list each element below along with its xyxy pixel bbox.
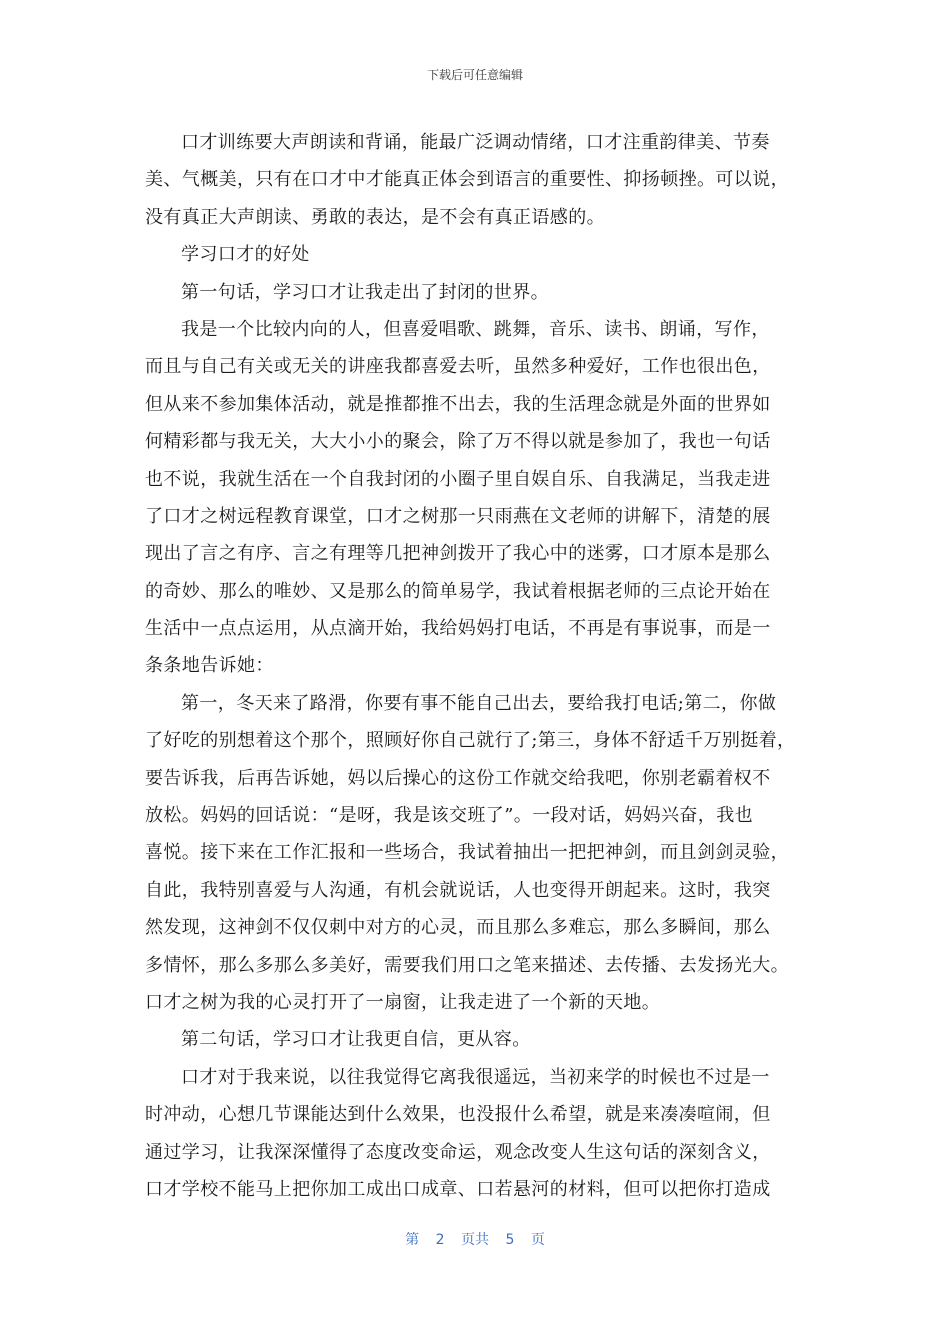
text-line: 生活中一点点运用，从点滴开始，我给妈妈打电话，不再是有事说事，而是一 xyxy=(145,618,771,640)
text-line: 了好吃的别想着这个那个，照顾好你自己就行了;第三，身体不舒适千万别挺着， xyxy=(145,730,796,752)
text-line: 第一句话，学习口才让我走出了封闭的世界。 xyxy=(181,281,549,303)
text-line: 自此，我特别喜爱与人沟通，有机会就说话，人也变得开朗起来。这时，我突 xyxy=(145,879,771,901)
text-line: 但从来不参加集体活动，就是推都推不出去，我的生活理念就是外面的世界如 xyxy=(145,393,771,415)
text-line: 现出了言之有序、言之有理等几把神剑拨开了我心中的迷雾，口才原本是那么 xyxy=(145,543,771,565)
text-line: 要告诉我，后再告诉她，妈以后操心的这份工作就交给我吧，你别老霸着权不 xyxy=(145,767,771,789)
footer-suffix: 页 xyxy=(530,1232,545,1248)
text-line: 第二句话，学习口才让我更自信，更从容。 xyxy=(181,1029,531,1051)
text-line: 通过学习，让我深深懂得了态度改变命运，观念改变人生这句话的深刻含义， xyxy=(145,1141,771,1163)
text-line: 的奇妙、那么的唯妙、又是那么的简单易学，我试着根据老师的三点论开始在 xyxy=(145,580,771,602)
text-line: 口才对于我来说，以往我觉得它离我很遥远，当初来学的时候也不过是一 xyxy=(181,1066,770,1088)
text-line: 口才学校不能马上把你加工成出口成章、口若悬河的材料，但可以把你打造成 xyxy=(145,1178,771,1200)
text-line: 何精彩都与我无关，大大小小的聚会，除了万不得以就是参加了，我也一句话 xyxy=(145,431,771,453)
text-line: 喜悦。接下来在工作汇报和一些场合，我试着抽出一把把神剑，而且剑剑灵验， xyxy=(145,842,789,864)
text-line: 口才之树为我的心灵打开了一扇窗，让我走进了一个新的天地。 xyxy=(145,991,661,1013)
text-line: 我是一个比较内向的人，但喜爱唱歌、跳舞，音乐、读书、朗诵，写作， xyxy=(181,318,770,340)
text-line: 口才训练要大声朗读和背诵，能最广泛调动情绪，口才注重韵律美、节奏 xyxy=(181,132,770,153)
text-line: 然发现，这神剑不仅仅刺中对方的心灵，而且那么多难忘，那么多瞬间，那么 xyxy=(145,917,771,939)
text-line: 而且与自己有关或无关的讲座我都喜爱去听，虽然多种爱好，工作也很出色， xyxy=(145,356,771,378)
text-line: 美、气概美，只有在口才中才能真正体会到语言的重要性、抑扬顿挫。可以说， xyxy=(145,169,789,191)
text-line: 放松。妈妈的回话说：“是呀，我是该交班了”。一段对话，妈妈兴奋，我也 xyxy=(145,805,754,827)
text-line: 没有真正大声朗读、勇敢的表达，是不会有真正语感的。 xyxy=(145,206,605,228)
page-footer xyxy=(0,1229,950,1249)
text-line: 时冲动，心想几节课能达到什么效果，也没报什么希望，就是来凑凑喧闹，但 xyxy=(145,1104,771,1126)
footer-mid: 页共 xyxy=(461,1232,489,1248)
text-line: 了口才之树远程教育课堂，口才之树那一只雨燕在文老师的讲解下，清楚的展 xyxy=(145,505,771,527)
footer-prefix: 第 xyxy=(405,1232,420,1248)
footer-current-page: 2 xyxy=(435,1232,445,1248)
footer-total-pages: 5 xyxy=(505,1232,515,1248)
text-line: 多情怀，那么多那么多美好，需要我们用口之笔来描述、去传播、去发扬光大。 xyxy=(145,954,789,976)
document-body xyxy=(145,124,815,1208)
page-header: 下载后可任意编辑 xyxy=(426,68,523,82)
text-line: 也不说，我就生活在一个自我封闭的小圈子里自娱自乐、自我满足，当我走进 xyxy=(145,468,771,490)
text-line: 第一，冬天来了路滑，你要有事不能自己出去，要给我打电话;第二，你做 xyxy=(181,692,777,714)
text-line: 学习口才的好处 xyxy=(181,244,310,266)
text-line: 条条地告诉她： xyxy=(145,655,274,677)
